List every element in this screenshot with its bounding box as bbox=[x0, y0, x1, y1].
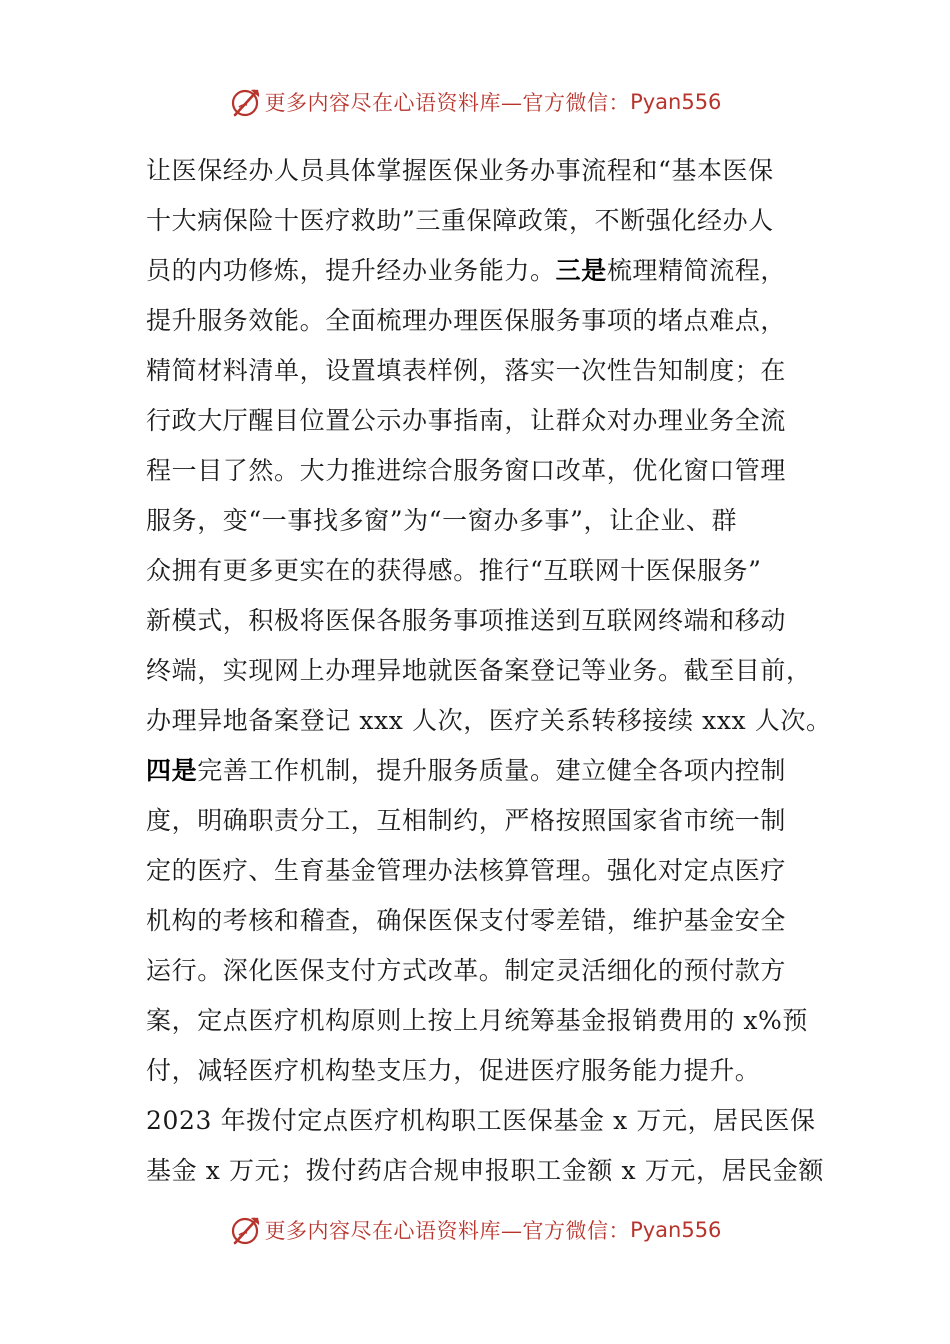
line-text: 办理异地备案登记 xxx 人次，医疗关系转移接续 xxx 人次。 bbox=[146, 706, 832, 735]
text-line bbox=[146, 396, 806, 446]
line-text: 梳理精简流程， bbox=[606, 256, 787, 285]
header-banner bbox=[0, 82, 950, 122]
text-line bbox=[146, 246, 806, 296]
line-text: 度，明确职责分工，互相制约，严格按照国家省市统一制 bbox=[146, 806, 787, 835]
line-text: 服务，变“一事找多窗”为“一窗办多事”，让企业、群 bbox=[146, 506, 738, 535]
banner-wechat-handle: Pyan556 bbox=[630, 90, 722, 114]
document-body bbox=[146, 146, 832, 1196]
text-line bbox=[146, 996, 809, 1046]
line-text: 完善工作机制，提升服务质量。建立健全各项内控制 bbox=[197, 756, 787, 785]
text-line bbox=[146, 746, 806, 796]
line-text: 行政大厅醒目位置公示办事指南，让群众对办理业务全流 bbox=[146, 406, 787, 435]
text-line bbox=[146, 546, 806, 596]
line-text: 十大病保险十医疗救助”三重保障政策，不断强化经办人 bbox=[146, 206, 774, 235]
text-line bbox=[146, 1046, 806, 1096]
section-marker: 四是 bbox=[146, 756, 198, 785]
text-line bbox=[146, 496, 806, 546]
line-text: 2023 年拨付定点医疗机构职工医保基金 x 万元，居民医保 bbox=[146, 1106, 816, 1135]
banner-wechat-handle: Pyan556 bbox=[630, 1218, 722, 1242]
line-text: 新模式，积极将医保各服务事项推送到互联网终端和移动 bbox=[146, 606, 787, 635]
text-line bbox=[146, 1146, 824, 1196]
text-line bbox=[146, 696, 832, 746]
text-line bbox=[146, 196, 806, 246]
line-text: 提升服务效能。全面梳理办理医保服务事项的堵点难点， bbox=[146, 306, 787, 335]
text-line bbox=[146, 596, 806, 646]
text-line bbox=[146, 946, 806, 996]
section-marker: 三是 bbox=[555, 256, 607, 285]
text-line bbox=[146, 146, 806, 196]
line-text: 员的内功修炼，提升经办业务能力。 bbox=[146, 256, 556, 285]
banner-text: 更多内容尽在心语资料库—官方微信： bbox=[264, 91, 631, 115]
line-text: 运行。深化医保支付方式改革。制定灵活细化的预付款方 bbox=[146, 956, 787, 985]
text-line bbox=[146, 346, 806, 396]
footer-banner bbox=[0, 1210, 950, 1250]
line-text: 终端，实现网上办理异地就医备案登记等业务。截至目前， bbox=[146, 656, 812, 685]
quill-seal-icon bbox=[229, 1213, 263, 1247]
text-line bbox=[146, 646, 812, 696]
text-line bbox=[146, 446, 806, 496]
line-text: 基金 x 万元；拨付药店合规申报职工金额 x 万元，居民金额 bbox=[146, 1156, 824, 1185]
text-line bbox=[146, 1096, 816, 1146]
text-line bbox=[146, 896, 806, 946]
line-text: 让医保经办人员具体掌握医保业务办事流程和“基本医保 bbox=[146, 156, 774, 185]
text-line bbox=[146, 796, 806, 846]
line-text: 众拥有更多更实在的获得感。推行“互联网十医保服务” bbox=[146, 556, 762, 585]
line-text: 机构的考核和稽查，确保医保支付零差错，维护基金安全 bbox=[146, 906, 787, 935]
text-line bbox=[146, 846, 806, 896]
text-line bbox=[146, 296, 806, 346]
banner-text: 更多内容尽在心语资料库—官方微信： bbox=[264, 1219, 631, 1243]
line-text: 精简材料清单，设置填表样例，落实一次性告知制度；在 bbox=[146, 356, 787, 385]
quill-seal-icon bbox=[229, 85, 263, 119]
line-text: 案，定点医疗机构原则上按上月统筹基金报销费用的 x%预 bbox=[146, 1006, 809, 1035]
line-text: 程一目了然。大力推进综合服务窗口改革，优化窗口管理 bbox=[146, 456, 787, 485]
line-text: 定的医疗、生育基金管理办法核算管理。强化对定点医疗 bbox=[146, 856, 787, 885]
line-text: 付，减轻医疗机构垫支压力，促进医疗服务能力提升。 bbox=[146, 1056, 761, 1085]
